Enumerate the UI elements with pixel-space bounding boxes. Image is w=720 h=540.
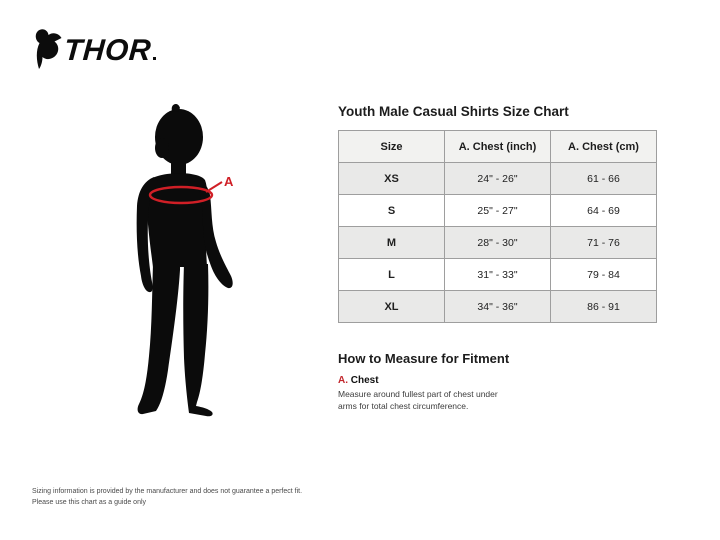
measure-guide-title: How to Measure for Fitment — [338, 351, 510, 366]
column-header-chest-cm: A. Chest (cm) — [551, 131, 657, 163]
size-row-l — [339, 259, 657, 291]
size-cell: M — [339, 227, 445, 259]
size-chart-title: Youth Male Casual Shirts Size Chart — [338, 104, 569, 119]
size-row-s — [339, 195, 657, 227]
silhouette-right-leg — [183, 264, 212, 416]
thor-ram-icon — [33, 28, 62, 70]
youth-figure-silhouette — [128, 98, 260, 428]
measure-item-label — [338, 375, 568, 386]
chest-cm-cell: 79 - 84 — [551, 259, 657, 291]
disclaimer-line-2: Please use this chart as a guide only — [32, 498, 147, 506]
size-row-xs — [339, 163, 657, 195]
chest-cm-cell: 71 - 76 — [551, 227, 657, 259]
header-row — [339, 131, 657, 163]
size-row-xl — [339, 291, 657, 323]
size-row-m — [339, 227, 657, 259]
thor-logo — [33, 28, 156, 70]
measure-item-key: A. — [338, 375, 348, 386]
chest-inch-cell: 28" - 30" — [445, 227, 551, 259]
thor-logo-text: THOR — [62, 34, 153, 67]
size-cell: L — [339, 259, 445, 291]
size-cell: XL — [339, 291, 445, 323]
chest-inch-cell: 31" - 33" — [445, 259, 551, 291]
disclaimer-text — [32, 487, 302, 509]
chest-cm-cell: 61 - 66 — [551, 163, 657, 195]
size-cell: S — [339, 195, 445, 227]
measure-item-name: Chest — [350, 375, 379, 386]
measurement-label-a: A — [224, 174, 234, 189]
disclaimer-line-1: Sizing information is provided by the manufacturer and does not guarantee a perfect fit. — [32, 488, 303, 495]
column-header-chest-inch: A. Chest (inch) — [445, 131, 551, 163]
measure-guide-section — [338, 351, 568, 413]
chest-cm-cell: 64 - 69 — [551, 195, 657, 227]
size-chart-section — [338, 104, 658, 323]
chest-inch-cell: 25" - 27" — [445, 195, 551, 227]
chest-inch-cell: 24" - 26" — [445, 163, 551, 195]
chest-cm-cell: 86 - 91 — [551, 291, 657, 323]
chest-inch-cell: 34" - 36" — [445, 291, 551, 323]
thor-logo-period — [153, 57, 156, 60]
silhouette-neck — [171, 154, 186, 176]
size-cell: XS — [339, 163, 445, 195]
measurement-arrow-line — [206, 182, 222, 192]
column-header-size: Size — [339, 131, 445, 163]
size-chart-table — [338, 130, 657, 323]
measure-item-description: Measure around fullest part of chest under arms for total chest circumference. — [338, 389, 498, 411]
